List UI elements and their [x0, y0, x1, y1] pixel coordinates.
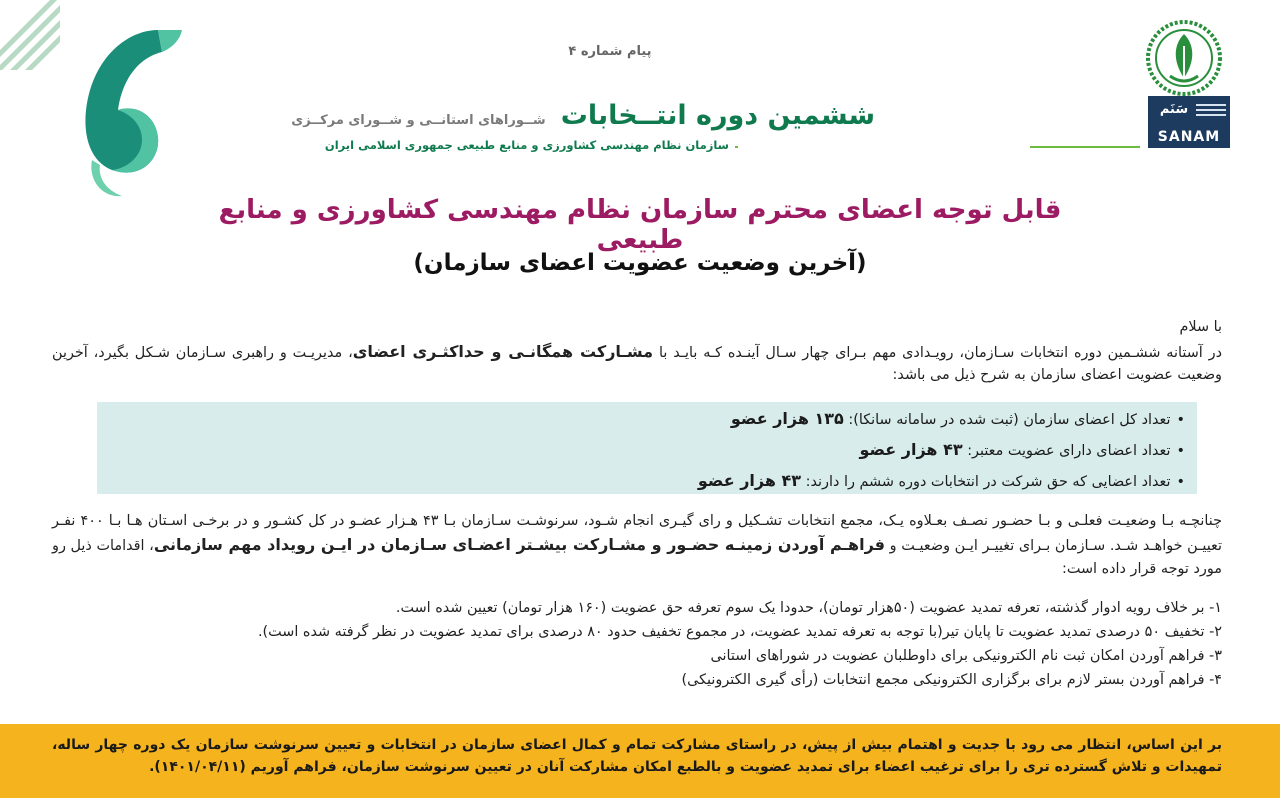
footer-text: بر این اساس، انتظار می رود با جدیت و اهتمام بیش از پیش، در راستای مشارکت تمام و کمال اعضای سازمان در انتخابات و تعیین سرنوشت سازمان یک دوره چهار ساله، تمهیدات و تلاش گسترده تری را برای ترغیب اعضاء برای تمدید عضویت و بالطبع امکان مشارکت آنان در تعیین سرنوشت سازمان، فراهم آوریم (۱۴۰۱/۰۴/۱۱).	[52, 737, 1222, 775]
organization-name: سازمان نظام مهندسی کشاورزی و منابع طبیعی جمهوری اسلامی ایران	[319, 138, 735, 152]
paragraph2-bold: فراهـم آوردن زمینـه حضـور و مشـارکت بیشـتر اعضـای سـازمان در ایـن رویداد مهم سازمانی	[153, 535, 885, 554]
stat-item: • تعداد کل اعضای سازمان (ثبت شده در سامانه سانکا): ۱۳۵ هزار عضو	[485, 404, 1185, 435]
action-item: ۴- فراهم آوردن بستر لازم برای برگزاری الکترونیکی مجمع انتخابات (رأی گیری الکترونیکی)	[681, 672, 1222, 688]
election-title-main: ششمین دوره انتــخابات	[560, 100, 875, 131]
paragraph2-part1: چنانچـه بـا وضعیـت فعلـی و بـا حضـور نصـف بعـلاوه یـک، مجمع انتخابات تشـکیل و رای گیـری انجام شـود، سرنوشـت سـازمان بـا ۴۳ هـزار عضـو در کل کشـور و در برخـی اسـتان هـا بـا ۴۰۰ نفـر تعییـن خواهـد شـد. سـازمان بـرای تغییـر ایـن وضعیـت و	[52, 513, 1223, 554]
sanam-logo-en: SANAM	[1157, 129, 1221, 145]
paragraph2-part2: ، اقدامات ذیل رو مورد توجه قرار داده است:	[52, 538, 1222, 577]
greeting: با سلام	[1179, 319, 1222, 335]
stat-item: • تعداد اعضای دارای عضویت معتبر: ۴۳ هزار عضو	[485, 435, 1185, 466]
election-title	[291, 100, 875, 131]
intro-part1: در آستانه ششـمین دوره انتخابات سـازمان، رویـدادی مهم بـرای چهار سـال آینـده کـه بایـد با	[653, 345, 1222, 361]
election-title-sub: شــوراهای استانــی و شــورای مرکــزی	[291, 113, 546, 128]
sanam-logo-lines	[1196, 104, 1226, 122]
corner-stripes	[0, 0, 60, 70]
action-item: ۱- بر خلاف رویه ادوار گذشته، تعرفه تمدید عضویت (۵۰هزار تومان)، حدودا یک سوم تعرفه حق عضویت (۱۶۰ هزار تومان) تعیین شده است.	[395, 600, 1222, 616]
footer-banner	[0, 724, 1280, 798]
action-item: ۲- تخفیف ۵۰ درصدی تمدید عضویت تا پایان تیر(با توجه به تعرفه تمدید عضویت، در مجموع تخفیف حدود ۸۰ درصدی برای تمدید عضویت در نظر گرفته شده است).	[257, 624, 1222, 640]
intro-bold: مشـارکت همگانـی و حداکثـری اعضای	[352, 342, 654, 361]
stat-item: • تعداد اعضایی که حق شرکت در انتخابات دوره ششم را دارند: ۴۳ هزار عضو	[485, 466, 1185, 497]
action-item: ۳- فراهم آوردن امکان ثبت نام الکترونیکی برای داوطلبان عضویت در شوراهای استانی	[710, 648, 1222, 664]
membership-stats	[485, 404, 1185, 497]
subheadline: (آخرین وضعیت عضویت اعضای سازمان)	[413, 250, 867, 276]
actions-list	[52, 596, 1222, 692]
sanam-logo-box	[1148, 96, 1230, 148]
header-divider-right	[1030, 146, 1140, 148]
headline: قابل توجه اعضای محترم سازمان نظام مهندسی کشاورزی و منابع طبیعی	[218, 195, 1062, 255]
intro-part2: ، مدیریـت و راهبری سـازمان شـکل بگیرد، آخرین وضعیت عضویت اعضای سازمان به شرح ذیل می باشد:	[52, 345, 1222, 383]
paragraph-two	[52, 510, 1222, 581]
election-six-graphic	[62, 10, 192, 200]
sanam-logo-fa: سَنَم	[1159, 102, 1189, 117]
intro-paragraph	[52, 341, 1222, 386]
message-number: پیام شماره ۴	[568, 44, 652, 59]
